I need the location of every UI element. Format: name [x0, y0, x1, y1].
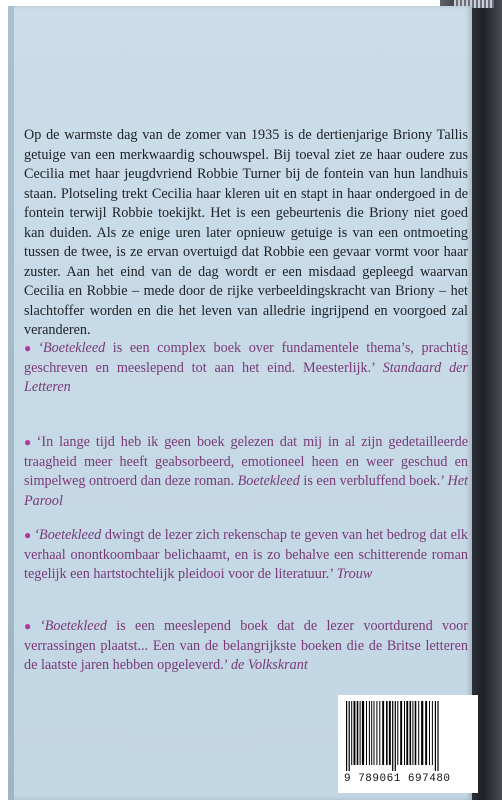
barcode-bar	[360, 701, 361, 765]
barcode-bar	[418, 701, 419, 765]
barcode-bar	[404, 701, 405, 765]
bullet-icon: ●	[24, 435, 34, 449]
barcode-bar	[415, 701, 417, 765]
review-source: Het Parool	[24, 473, 468, 509]
isbn-number: 9 789061 697480	[344, 773, 451, 785]
barcode-bar	[425, 701, 427, 765]
barcode-bar	[410, 701, 412, 765]
barcode-bar	[389, 701, 391, 765]
barcode-guard-bar	[392, 701, 393, 771]
review-title: Boetekleed	[237, 473, 300, 489]
review-3	[24, 526, 468, 585]
barcode-bar	[366, 701, 367, 765]
barcode-bar	[382, 701, 384, 765]
barcode-bar	[397, 701, 398, 765]
barcode-bar	[374, 701, 375, 765]
bullet-icon: ●	[24, 341, 36, 355]
barcode-bar	[429, 701, 430, 765]
review-source: de Volkskrant	[230, 657, 308, 673]
barcode-bar	[379, 701, 380, 765]
review-source: Trouw	[336, 566, 373, 582]
bullet-icon: ●	[24, 528, 32, 542]
barcode-bar	[386, 701, 388, 765]
barcode-bar	[362, 701, 364, 765]
review-title: ‘Boetekleed	[40, 618, 107, 634]
review-text: dwingt de lezer zich rekenschap te geven van het bedrog dat elk verhaal onontkoombaar belichaamt, en is zo behalve een schitterende roman tegelijk een hartstochtelijk pleidooi voor de literatuur.’	[24, 527, 469, 582]
review-text: ‘In lange tijd heb ik geen boek gelezen dat mij in al zijn gedetailleerde traagheid meer heeft geabsorbeerd, emotioneel heen en weer geschud en simpelweg ontroerd dan deze roman.	[24, 434, 468, 489]
barcode-bar	[412, 701, 413, 765]
barcode-guard-bar	[437, 701, 438, 771]
review-1	[24, 339, 468, 398]
barcode-bar	[406, 701, 408, 765]
review-text: is een meeslepend boek dat de lezer voortdurend voor verrassingen plaatst... Een van de belangrijkste boeken die de Britse letteren de laatste jaren hebben opgeleverd.’	[24, 618, 468, 673]
blurb-summary: Op de warmste dag van de zomer van 1935 is de dertienjarige Briony Tallis getuige van een merkwaardig schouwspel. Bij toeval ziet ze haar oudere zus Cecilia met haar jeugdvriend Robbie Turner bij de fontein van hun landhuis staan. Plotseling trekt Cecilia haar kleren uit en stapt in haar ondergoed in de fontein terwijl Robbie toekijkt. Het is een gebeurtenis die Briony niet goed kan duiden. Als ze enige uren later opnieuw getuige is van een ontmoeting tussen de twee, is ze ervan overtuigd dat Robbie een gevaar vormt voor haar zuster. Aan het eind van de dag wordt er een misdaad gepleegd waarvan Cecilia en Robbie – mede door de rijke verbeeldingskracht van Briony – het slachtoffer worden en die het leven van alledrie ingrijpend en voorgoed zal veranderen.	[24, 127, 468, 338]
review-title: ‘Boetekleed	[34, 527, 102, 543]
review-text: is een verbluffend boek.’	[299, 473, 448, 489]
barcode-bar	[400, 701, 402, 765]
barcode-guard-bar	[346, 701, 347, 771]
barcode-bar	[376, 701, 377, 765]
barcode-bar	[421, 701, 423, 765]
barcode-bar	[371, 701, 372, 765]
barcode-guard-bar	[435, 701, 436, 771]
bullet-icon: ●	[24, 619, 38, 633]
barcode-bar	[354, 701, 356, 765]
review-4	[24, 617, 468, 676]
barcode-guard-bar	[349, 701, 350, 771]
barcode-guard-bar	[395, 701, 396, 771]
review-title: ‘Boetekleed	[38, 340, 106, 356]
barcode-bars	[344, 701, 472, 771]
barcode	[338, 695, 478, 793]
cover-hinge	[8, 6, 14, 800]
barcode-bar	[369, 701, 370, 765]
barcode-bar	[432, 701, 433, 765]
review-source: Standaard der Letteren	[24, 359, 468, 395]
review-2	[24, 433, 468, 511]
review-text: is een complex boek over fundamentele thema’s, prachtig geschreven en meeslepend tot aan het eind. Meesterlijk.’	[24, 340, 469, 376]
barcode-bar	[351, 701, 352, 765]
barcode-bar	[357, 701, 359, 765]
